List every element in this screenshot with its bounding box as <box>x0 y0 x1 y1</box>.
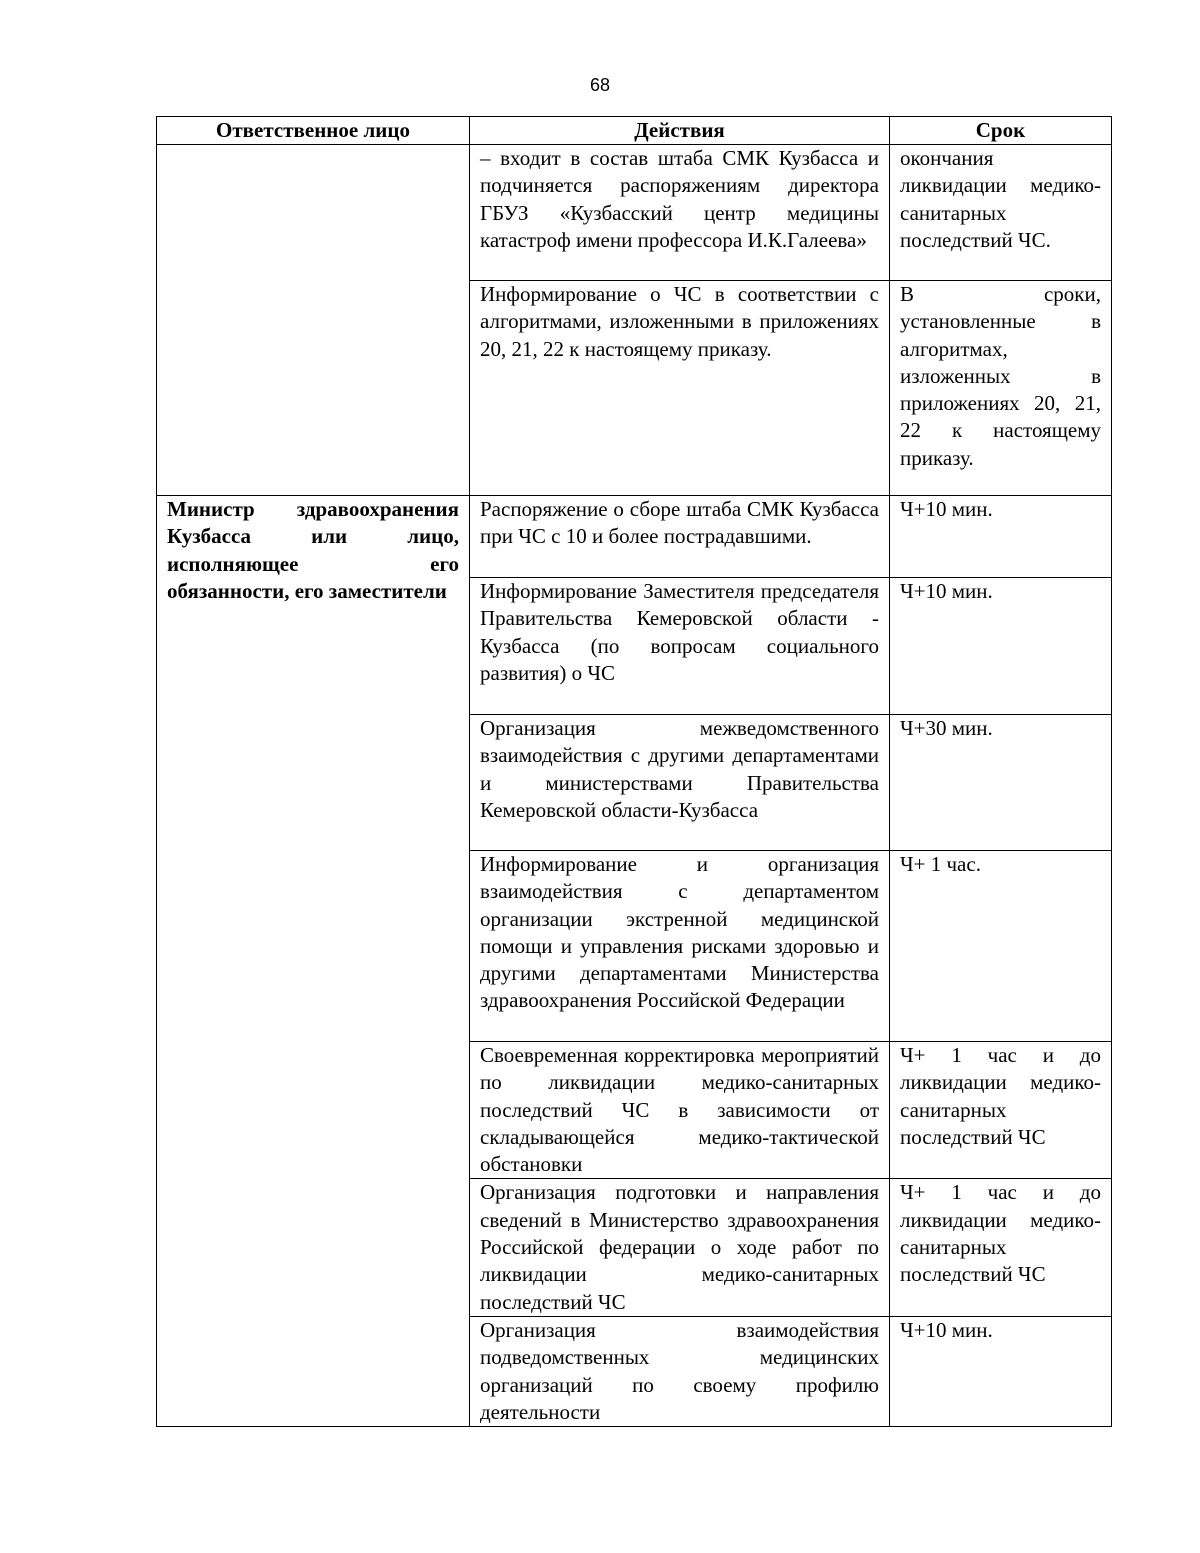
deadline-cell: В сроки, установленные в алгоритмах, изложенных в приложениях 20, 21, 22 к настоящему приказу. <box>890 281 1112 496</box>
deadline-cell: Ч+30 мин. <box>890 715 1112 851</box>
header-actions: Действия <box>470 117 890 145</box>
responsible-cell-minister: Министр здравоохранения Кузбасса или лицо, исполняющее его обязанности, его заместители <box>157 496 470 1427</box>
action-cell: Информирование Заместителя председателя Правительства Кемеровской области - Кузбасса (по вопросам социального развития) о ЧС <box>470 578 890 715</box>
deadline-cell: окончания ликвидации медико-санитарных последствий ЧС. <box>890 145 1112 281</box>
table-row <box>157 145 1112 281</box>
action-cell: – входит в состав штаба СМК Кузбасса и подчиняется распоряжениям директора ГБУЗ «Кузбасский центр медицины катастроф имени профессора И.К.Галеева» <box>470 145 890 281</box>
action-cell: Распоряжение о сборе штаба СМК Кузбасса при ЧС с 10 и более пострадавшими. <box>470 496 890 578</box>
header-deadline: Срок <box>890 117 1112 145</box>
action-cell: Организация взаимодействия подведомственных медицинских организаций по своему профилю деятельности <box>470 1316 890 1426</box>
table-header-row <box>157 117 1112 145</box>
deadline-cell: Ч+10 мин. <box>890 496 1112 578</box>
deadline-cell: Ч+10 мин. <box>890 578 1112 715</box>
table-row <box>157 496 1112 578</box>
header-responsible: Ответственное лицо <box>157 117 470 145</box>
deadline-cell: Ч+ 1 час и до ликвидации медико-санитарных последствий ЧС <box>890 1179 1112 1316</box>
action-cell: Информирование и организация взаимодействия с департаментом организации экстренной медицинской помощи и управления рисками здоровью и другими департаментами Министерства здравоохранения Российской Федерации <box>470 851 890 1042</box>
deadline-cell: Ч+ 1 час. <box>890 851 1112 1042</box>
action-cell: Информирование о ЧС в соответствии с алгоритмами, изложенными в приложениях 20, 21, 22 к настоящему приказу. <box>470 281 890 496</box>
deadline-cell: Ч+ 1 час и до ликвидации медико-санитарных последствий ЧС <box>890 1042 1112 1179</box>
page-number: 68 <box>589 75 611 95</box>
responsible-cell-empty <box>157 145 470 496</box>
action-cell: Организация межведомственного взаимодействия с другими департаментами и министерствами Правительства Кемеровской области-Кузбасса <box>470 715 890 851</box>
responsibility-table <box>156 116 1112 1427</box>
action-cell: Своевременная корректировка мероприятий по ликвидации медико-санитарных последствий ЧС в зависимости от складывающейся медико-тактической обстановки <box>470 1042 890 1179</box>
deadline-cell: Ч+10 мин. <box>890 1316 1112 1426</box>
action-cell: Организация подготовки и направления сведений в Министерство здравоохранения Российской федерации о ходе работ по ликвидации медико-санитарных последствий ЧС <box>470 1179 890 1316</box>
